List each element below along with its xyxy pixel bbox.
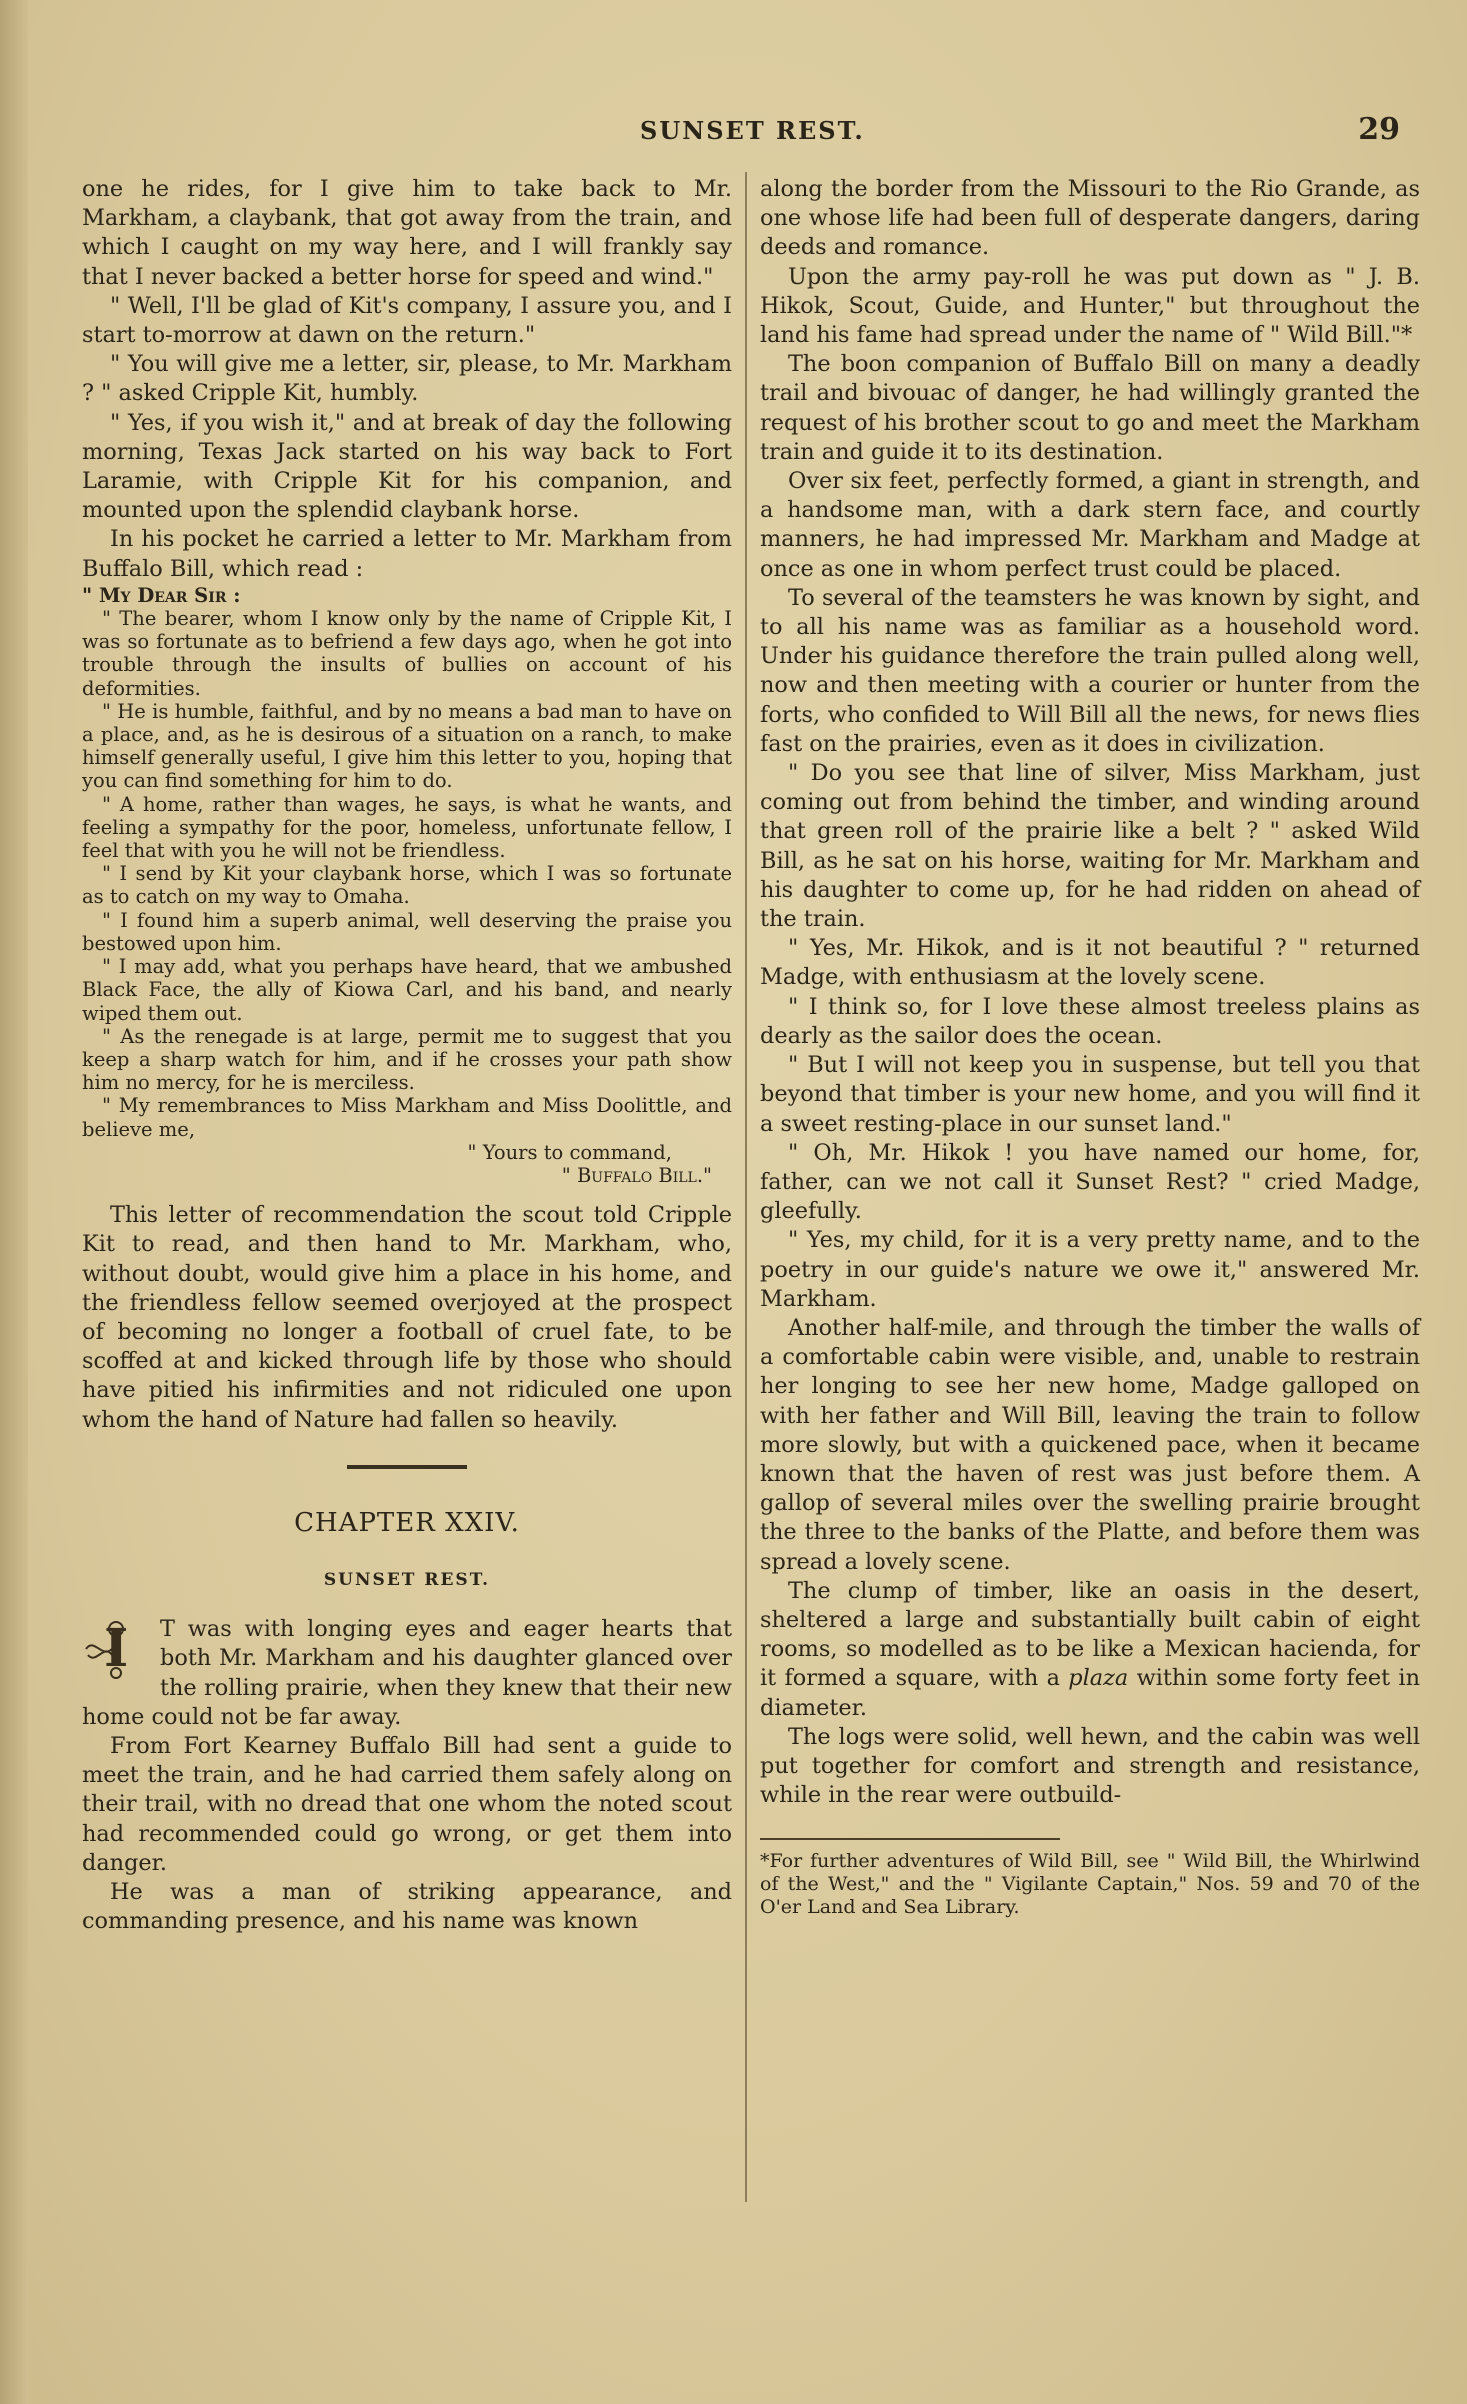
- letter-paragraph: " The bearer, whom I know only by the name of Cripple Kit, I was so fortunate as to befriend a few days ago, when he got into trouble through the insults of bullies on account of his deformities.: [82, 607, 732, 700]
- page-binding-edge: [0, 0, 28, 2404]
- page-header: [620, 112, 1400, 152]
- italic-word: plaza: [1068, 1665, 1129, 1692]
- letter-paragraph: " A home, rather than wages, he says, is what he wants, and feeling a sympathy for the poor, homeless, unfortunate fellow, I feel that with you he will not be friendless.: [82, 792, 732, 863]
- paragraph: " Yes, if you wish it," and at break of day the following morning, Texas Jack started on his way back to Fort Laramie, with Cripple Kit for his companion, and mounted upon the splendid claybank horse.: [82, 409, 732, 524]
- paragraph: Another half-mile, and through the timber the walls of a comfortable cabin were visible, and, unable to restrain her longing to see her new home, Madge galloped on with her father and Will Bill, leaving the train to follow more slowly, but with a quickened pace, when it became known that the haven of rest was just before them. A gallop of several miles over the swelling prairie brought the three to the banks of the Platte, and before them was spread a lovely scene.: [760, 1314, 1420, 1575]
- chapter-opening-paragraph: [82, 1615, 732, 1732]
- paragraph: In his pocket he carried a letter to Mr. Markham from Buffalo Bill, which read :: [82, 526, 732, 582]
- page-number: 29: [1358, 112, 1400, 147]
- footnote-rule: [760, 1838, 1060, 1840]
- column-divider: [745, 172, 747, 2202]
- paragraph: From Fort Kearney Buffalo Bill had sent a guide to meet the train, and he had carried them safely along on their trail, with no dread that one whom the noted scout had recommended could go wrong, or get them into danger.: [82, 1732, 732, 1876]
- letter-block: [82, 584, 732, 1187]
- letter-paragraph: " I found him a superb animal, well deserving the praise you bestowed upon him.: [82, 908, 732, 955]
- paragraph: He was a man of striking appearance, and commanding presence, and his name was known: [82, 1878, 732, 1935]
- letter-paragraph: " I may add, what you perhaps have heard, that we ambushed Black Face, the ally of Kiowa Carl, and his band, and nearly wiped them out.: [82, 955, 732, 1025]
- footnote-text: *For further adventures of Wild Bill, see " Wild Bill, the Whirlwind of the West," and the " Vigilante Captain," Nos. 59 and 70 of the O'er Land and Sea Library.: [760, 1850, 1420, 1919]
- running-head: SUNSET REST.: [640, 116, 865, 145]
- letter-paragraph: " He is humble, faithful, and by no means a bad man to have on a place, and, as he is desirous of a situation on a ranch, to make himself generally useful, I give him this letter to you, hoping that you can find something for him to do.: [82, 699, 732, 793]
- paragraph: The boon companion of Buffalo Bill on many a deadly trail and bivouac of danger, he had willingly granted the request of his brother scout to go and meet the Markham train and guide it to its destination.: [760, 351, 1420, 465]
- letter-paragraph: " My remembrances to Miss Markham and Miss Doolittle, and believe me,: [82, 1094, 732, 1141]
- paragraph: " I think so, for I love these almost treeless plains as dearly as the sailor does the ocean.: [760, 993, 1420, 1049]
- paragraph: " Do you see that line of silver, Miss Markham, just coming out from behind the timber, and winding around that green roll of the prairie like a belt ? " asked Wild Bill, as he sat on his horse, waiting for Mr. Markham and his daughter to come up, for he had ridden on ahead of the train.: [760, 760, 1420, 933]
- letter-paragraph: " As the renegade is at large, permit me to suggest that you keep a sharp watch for him, and if he crosses your path show him no mercy, for he is merciless.: [82, 1024, 732, 1095]
- paragraph: " Yes, Mr. Hikok, and is it not beautiful ? " returned Madge, with enthusiasm at the lovely scene.: [760, 935, 1420, 991]
- paragraph-text: The clump of timber, like an oasis in the desert, sheltered a large and substantially built cabin of eight rooms, so modelled as to be like a Mexican hacienda, for it formed a square, with a: [760, 1577, 1420, 1692]
- paragraph: " Well, I'll be glad of Kit's company, I assure you, and I start to-morrow at dawn on the return.": [82, 292, 732, 349]
- footnote: [760, 1850, 1420, 1919]
- paragraph: one he rides, for I give him to take back to Mr. Markham, a claybank, that got away from the train, and which I caught on my way here, and I will frankly say that I never backed a better horse for speed and wind.": [82, 176, 732, 290]
- paragraph: This letter of recommendation the scout told Cripple Kit to read, and then hand to Mr. Markham, who, without doubt, would give him a place in his home, and the friendless fellow seemed overjoyed at the prospect of becoming no longer a football of cruel fate, to be scoffed at and kicked through life by those who should have pitied his infirmities and not ridiculed one upon whom the hand of Nature had fallen so heavily.: [82, 1202, 732, 1433]
- paragraph: " You will give me a letter, sir, please, to Mr. Markham ? " asked Cripple Kit, humbly.: [82, 351, 732, 407]
- drop-cap-letter: I: [104, 1618, 129, 1680]
- paragraph: along the border from the Missouri to the Rio Grande, as one whose life had been full of desperate dangers, daring deeds and romance.: [760, 176, 1420, 261]
- paragraph: The logs were solid, well hewn, and the cabin was well put together for comfort and strength and resistance, while in the rear were outbuild-: [760, 1723, 1420, 1809]
- paragraph: To several of the teamsters he was known by sight, and to all his name was as familiar as a household word. Under his guidance therefore the train pulled along well, now and then meeting with a courier or hunter from the forts, who confided to Will Bill all the news, for news flies fast on the prairies, even as it does in civilization.: [760, 584, 1420, 757]
- letter-signature: " Buffalo Bill.": [561, 1163, 712, 1187]
- letter-closing: " Yours to command,: [467, 1140, 672, 1164]
- letter-salutation: " My Dear Sir :: [82, 583, 241, 607]
- letter-paragraph: " I send by Kit your claybank horse, which I was so fortunate as to catch on my way to Omaha.: [82, 862, 732, 909]
- right-column: [760, 175, 1420, 1919]
- paragraph: [760, 1577, 1420, 1723]
- paragraph: " But I will not keep you in suspense, but tell you that beyond that timber is your new home, and you will find it a sweet resting-place in our sunset land.": [760, 1052, 1420, 1137]
- left-column: [82, 175, 732, 1936]
- paragraph-text: within some forty feet in diameter.: [760, 1665, 1420, 1721]
- paragraph: Upon the army pay-roll he was put down as " J. B. Hikok, Scout, Guide, and Hunter," but throughout the land his fame had spread under the name of " Wild Bill."*: [760, 263, 1420, 349]
- chapter-title: CHAPTER XXIV.: [294, 1507, 520, 1538]
- paragraph: " Yes, my child, for it is a very pretty name, and to the poetry in our guide's nature we owe it," answered Mr. Markham.: [760, 1227, 1420, 1312]
- chapter-opening-text: T was with longing eyes and eager hearts that both Mr. Markham and his daughter glanced over the rolling prairie, when they knew that their new home could not be far away.: [82, 1616, 732, 1730]
- chapter-subtitle: SUNSET REST.: [323, 1569, 491, 1590]
- paragraph: " Oh, Mr. Hikok ! you have named our home, for, father, can we not call it Sunset Rest? " cried Madge, gleefully.: [760, 1139, 1420, 1225]
- section-rule: [347, 1465, 467, 1469]
- paragraph: Over six feet, perfectly formed, a giant in strength, and a handsome man, with a dark stern face, and courtly manners, he had impressed Mr. Markham and Madge at once as one in whom perfect trust could be placed.: [760, 468, 1420, 582]
- drop-cap: [82, 1619, 150, 1681]
